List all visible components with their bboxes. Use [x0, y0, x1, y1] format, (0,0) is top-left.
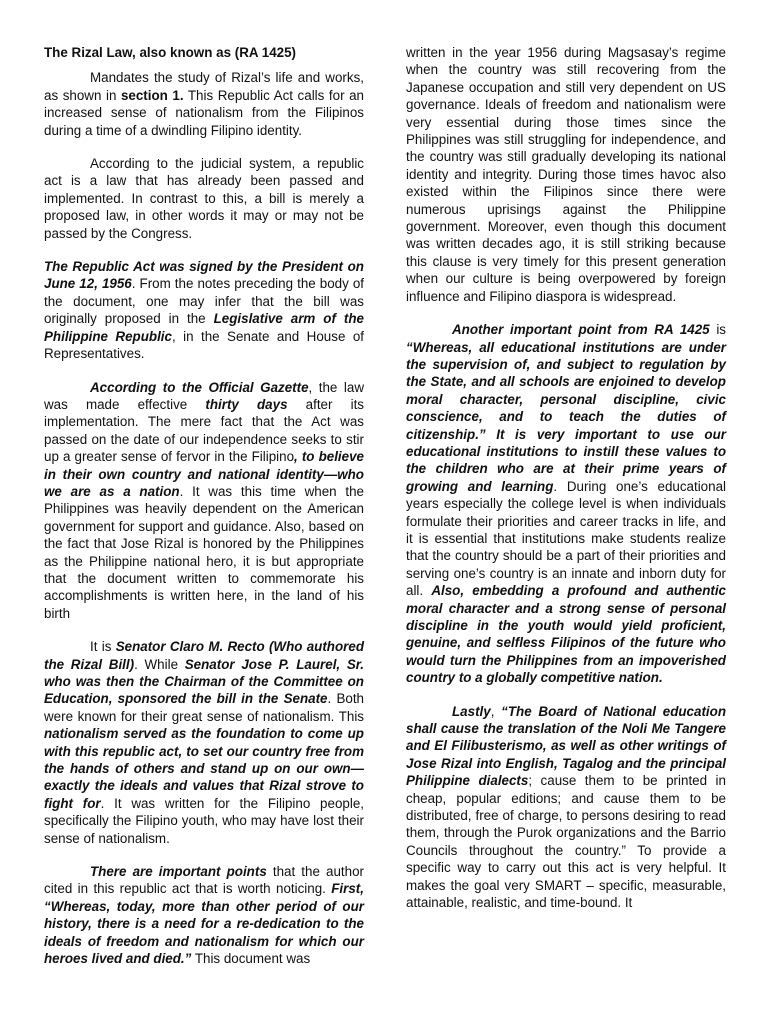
text-run: that the author cited in this republic act that is worth noticing.: [44, 864, 364, 897]
text-run: It is: [90, 639, 116, 655]
emphasis-text: Senator Claro M. Recto (Who authored the Rizal Bill): [44, 639, 364, 672]
paragraph: [44, 379, 364, 623]
text-run: . During one’s educational years especially the college level is when individuals formulate their priorities and career tracks in life, and it is essential that institutions make students realize that the country should be a part of their priorities and serving one’s country is an innate and inborn duty for all.: [406, 478, 726, 599]
text-run: . While: [134, 656, 185, 672]
text-run: This document was: [191, 951, 311, 967]
text-run: , in the Senate and House of Representatives.: [44, 328, 364, 362]
paragraph: [44, 69, 364, 139]
text-run: ; cause them to be printed in cheap, popular editions; and cause them to be distributed, free of charge, to persons desiring to read them, through the Purok organizations and the Barrio Councils throughout the country.” To provide a specific way to carry out this act is very helpful. It makes the goal very SMART – specific, measurable, attainable, realistic, and time-bound. It: [406, 773, 726, 911]
left-column: [44, 44, 364, 984]
paragraph: [406, 44, 726, 305]
paragraph: [44, 155, 364, 242]
paragraph: [44, 258, 364, 362]
emphasis-text: Senator Jose P. Laurel, Sr. who was then the Chairman of the Committee on Education, sponsored the bill in the Senate: [44, 656, 364, 707]
emphasis-text: Lastly: [452, 703, 491, 719]
paragraph: [44, 863, 364, 967]
text-run: is: [709, 322, 726, 338]
text-run: According to the judicial system, a republic act is a law that has already been passed and implemented. In contrast to this, a bill is merely a proposed law, in other words it may or may not be passed by the Congress.: [44, 156, 364, 241]
emphasis-text: Another important point from RA 1425: [452, 322, 710, 338]
emphasis-text: Also, embedding a profound and authentic moral character and a strong sense of personal discipline in the youth would yield proficient, genuine, and selfless Filipinos of the future who would turn the Philippines from an impoverished country to a globally competitive nation.: [406, 583, 727, 686]
text-run: . Both were known for their great sense of nationalism. This: [44, 691, 364, 724]
text-run: . From the notes preceding the body of the document, one may infer that the bill was originally proposed in the: [44, 276, 364, 327]
emphasis-text: There are important points: [90, 864, 267, 880]
text-run: ,: [490, 703, 502, 719]
emphasis-text: , to believe in their own country and national identity—who we are as a nation: [44, 449, 364, 499]
emphasis-text: thirty days: [205, 396, 288, 412]
emphasis-text: First, “Whereas, today, more than other period of our history, there is a need for a re-dedication to the ideals of freedom and nationalism for which our heroes lived and died.”: [44, 881, 364, 967]
text-run: , the law was made effective: [44, 379, 364, 412]
emphasis-text: According to the Official Gazette: [90, 379, 309, 395]
emphasis-text: nationalism served as the foundation to come up with this republic act, to set our country free from the hands of others and stand up on our own—exactly the ideals and values that Rizal strove to fight for: [44, 726, 364, 811]
text-run: . It was this time when the Philippines was heavily dependent on the American government for support and guidance. Also, based on the fact that Jose Rizal is honored by the Philippines as the Philippine national hero, it is but appropriate that the document written to commemorate his accomplishments is written here, in the land of his birth: [44, 483, 364, 621]
text-run: written in the year 1956 during Magsasay’s regime when the country was still recovering from the Japanese occupation and still very dependent on US governance. Ideals of freedom and nationalism were very essential during those times since the Philippines was still struggling for independence, and the country was still gradually developing its national identity and integrity. During those times havoc also existed within the Filipinos since there were numerous uprisings against the Philippine government. Moreover, even though this document was written decades ago, it is still striking because this clause is very timely for this present generation when our culture is being overpowered by foreign influence and Filipino diaspora is widespread.: [406, 45, 726, 304]
emphasis-text: The Republic Act was signed by the President on June 12, 1956: [44, 259, 364, 292]
document-title: The Rizal Law, also known as (RA 1425): [44, 45, 297, 60]
emphasis-text: “The Board of National education shall cause the translation of the Noli Me Tangere and El Filibusterismo, as well as other writings of Jose Rizal into English, Tagalog and the principal Philippine dialects: [406, 703, 726, 789]
emphasis-text: Legislative arm of the Philippine Republic: [44, 311, 364, 344]
paragraph: [406, 321, 726, 687]
paragraph: [406, 703, 726, 912]
text-run: Mandates the study of Rizal’s life and works, as shown in: [44, 70, 364, 103]
text-run: This Republic Act calls for an increased sense of nationalism from the Filipinos during a time of a dwindling Filipino identity.: [44, 87, 364, 138]
right-column: [406, 44, 726, 928]
text-run: . It was written for the Filipino people, specifically the Filipino youth, who may have lost their sense of nationalism.: [44, 795, 364, 846]
text-run: after its implementation. The mere fact that the Act was passed on the date of our independence seeks to stir up a greater sense of fervor in the Filipino: [44, 396, 364, 465]
emphasis-text: “Whereas, all educational institutions are under the supervision of, and subject to regulation by the State, and all schools are enjoined to develop moral character, personal discipline, civic conscience, and to teach the duties of citizenship.” It is very important to use our educational institutions to instill these values to the children who are at their prime years of growing and learning: [406, 339, 726, 494]
bold-text: section 1.: [120, 87, 184, 103]
paragraph: [44, 638, 364, 847]
